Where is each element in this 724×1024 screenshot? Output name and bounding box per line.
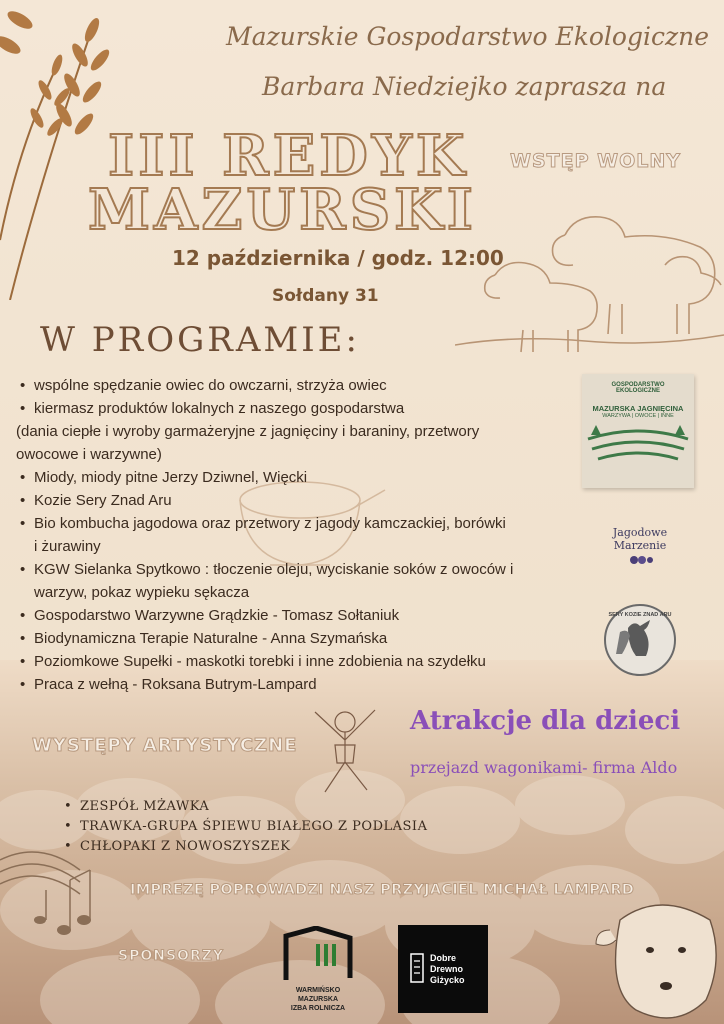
list-item-continuation: warzyw, pokaz wypieku sękacza: [34, 584, 250, 601]
program-list: [0, 374, 560, 420]
entry-badge: WSTĘP WOLNY: [510, 150, 681, 172]
kids-subtitle: przejazd wagonikami- firma Aldo: [410, 758, 678, 777]
list-item: • Bio kombucha jagodowa oraz przetwory z jagody kamczackiej, borówki: [20, 515, 506, 532]
sheep-head-icon: [590, 890, 724, 1024]
list-item: • ZESPÓŁ MŻAWKA: [64, 799, 210, 814]
title-line-1: III REDYK: [108, 123, 469, 189]
header-line-2: Barbara Niedziejko zaprasza na: [262, 72, 667, 101]
sery-kozie-znad-aru-logo: SERY KOZIE ZNAD ARU: [604, 604, 676, 676]
list-item: • KGW Sielanka Spytkowo : tłoczenie oleju, wyciskanie soków z owoców i: [20, 561, 514, 578]
sheep-icon: [455, 195, 724, 355]
list-item: • Gospodarstwo Warzywne Grądzkie - Tomasz Sołtaniuk: [20, 607, 400, 624]
dobre-drewno-gizycko-logo: Dobre Drewno Giżycko: [398, 925, 488, 1013]
field-icon: [582, 419, 694, 469]
warminsko-mazurska-izba-rolnicza-logo: WARMIŃSKO MAZURSKA IZBA ROLNICZA: [282, 926, 354, 1016]
list-item: • Biodynamiczna Terapie Naturalne - Anna Szymańska: [20, 630, 388, 647]
music-notes-icon: [0, 820, 110, 950]
list-item: • Poziomkowe Supełki - maskotki torebki i inne zdobienia na szydełku: [20, 653, 486, 670]
program-heading: W PROGRAMIE:: [40, 320, 360, 360]
title-line-2: MAZURSKI: [88, 177, 477, 243]
list-item: • wspólne spędzanie owiec do owczarni, strzyża owiec: [20, 377, 387, 394]
artists-list: [60, 797, 480, 857]
list-item: • kiermasz produktów lokalnych z naszego gospodarstwa: [20, 400, 405, 417]
artists-heading: WYSTĘPY ARTYSTYCZNE: [32, 735, 298, 756]
list-item: • TRAWKA-GRUPA ŚPIEWU BIAŁEGO Z PODLASIA: [64, 819, 428, 834]
drewno-emblem-icon: [410, 953, 424, 983]
mazurska-jagniecina-logo: GOSPODARSTWO EKOLOGICZNE MAZURSKA JAGNIĘCINA WARZYWA | OWOCE | INNE: [582, 374, 694, 488]
list-item-continuation: i żurawiny: [34, 538, 101, 555]
program-note: (dania ciepłe i wyroby garmażeryjne z jagnięciny i baraniny, przetwory owocowe i warzywne): [16, 423, 480, 463]
list-item: • Miody, miody pitne Jerzy Dziwnel, Więcki: [20, 469, 308, 486]
kids-heading: Atrakcje dla dzieci: [410, 706, 681, 736]
event-place: Sołdany 31: [272, 286, 379, 306]
program-list-continued: [0, 466, 580, 696]
list-item: • Kozie Sery Znad Aru: [20, 492, 172, 509]
list-item: • Praca z wełną - Roksana Butrym-Lampard: [20, 676, 317, 693]
jagodowe-marzenie-logo: Jagodowe Marzenie: [590, 516, 690, 564]
sponsors-label: SPONSORZY: [118, 948, 225, 964]
host-line: IMPREZĘ POPROWADZI NASZ PRZYJACIEL MICHAŁ LAMPARD: [130, 882, 635, 898]
izba-emblem-icon: [282, 926, 354, 982]
wheat-icon: [0, 0, 120, 300]
dancing-child-icon: [300, 700, 390, 800]
goat-icon: [606, 618, 674, 664]
berries-icon: [590, 553, 690, 567]
header-line-1: Mazurskie Gospodarstwo Ekologiczne: [226, 22, 710, 51]
event-date-time: 12 października / godz. 12:00: [172, 246, 504, 270]
list-item: • CHŁOPAKI Z NOWOSZYSZEK: [64, 839, 291, 854]
